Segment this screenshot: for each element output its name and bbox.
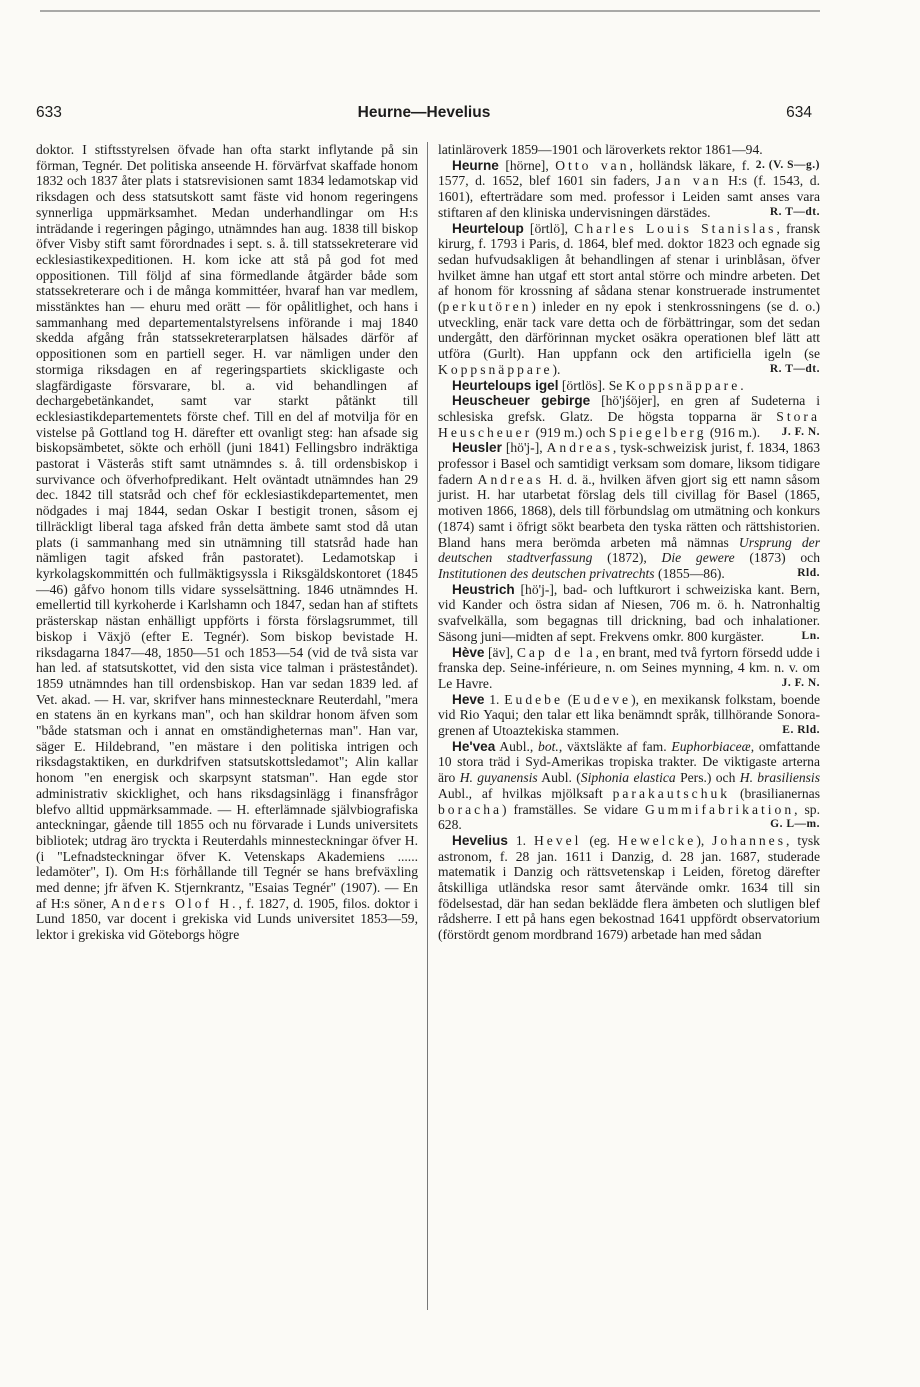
- paragraph: [438, 739, 820, 833]
- text-run: , sp. 628.: [438, 801, 820, 833]
- spaced-name: Stora Heuscheuer: [438, 408, 820, 440]
- spaced-name: Eudeve: [572, 691, 632, 707]
- text-run: ).: [552, 361, 561, 377]
- text-run: , en brant, med två fyrtorn försedd udde i franska dep. Seine-inférieure, n. om Seines mynning, 4 km. n. v. om Le Havre.: [438, 644, 820, 691]
- text-run: [örtlös]. Se: [558, 377, 626, 393]
- spaced-name: parakautschuk: [612, 785, 731, 801]
- text-run: [hö'j-], bad- och luftkurort i schweiziska kant. Bern, vid Kander och östra sidan af Niesen, 706 m. ö. h. Natronhaltig svafvelkälla, som begagnas till drickning, bad och inhalationer. Säsong juni—midten af sept. Frekvens omkr. 800 kurgäster.: [438, 581, 820, 644]
- author-signature: R. T—dt.: [769, 362, 820, 375]
- spaced-name: Hewelcke: [617, 832, 697, 848]
- spaced-name: Cap de la: [516, 644, 596, 660]
- spaced-name: Anders Olof H.: [110, 895, 239, 911]
- headword: Heuscheuer gebirge: [452, 393, 591, 409]
- author-signature: Rld.: [797, 566, 820, 579]
- author-signature: E. Rld.: [782, 724, 820, 737]
- text-run: (: [563, 691, 573, 707]
- paragraph: [438, 833, 820, 943]
- spaced-name: Eudebe: [504, 691, 563, 707]
- text-run: (919 m.) och: [532, 424, 609, 440]
- text-run: ) inleder en ny epok i stenkrossningens (se d. o.) utveckling, enär tack vare detta och de förbättringar, som det sedan undergått, den därförinnan mycket osäkra operationen blef lätt att utföra (Gurlt). Han uppfann ock den artificiella igeln (se: [438, 299, 820, 362]
- author-signature: J. F. N.: [781, 676, 820, 689]
- text-run: (brasilianernas: [730, 785, 820, 801]
- text-run: , tysk astronom, f. 28 jan. 1611 i Danzig, d. 28 jan. 1687, studerade matematik i Danzig och rättsvetenskap i Leiden, företog därefter åtskilliga utländska resor samt återvände omkr. 1634 till sin födelsestad, där han sedan beklädde flera ämbeten och slutligen blef rådsherre. I ett på hans egen bekostnad 1641 uppfördt observatorium (förstördt genom mordbrand 1679) arbetade han med sådan: [438, 832, 820, 943]
- text-run: latinläroverk 1859—1901 och läroverkets rektor 1861—94.: [438, 142, 763, 157]
- spaced-name: Spiegelberg: [608, 424, 707, 440]
- text-run: , omfattande 10 stora träd i Syd-Amerikas tropiska trakter. De viktigaste arterna äro: [438, 738, 820, 786]
- paragraph: [438, 393, 820, 440]
- text-run: 1.: [484, 691, 505, 707]
- spaced-name: Koppsnäppare: [625, 377, 741, 393]
- text-run: [örtlö],: [523, 220, 575, 236]
- paragraph: [36, 142, 418, 943]
- text-run: (eg.: [581, 832, 618, 848]
- headword: Heusler: [452, 440, 502, 456]
- text-run: [hö'jśöjer], en gren af Sudeterna i schlesiska grefsk. Glatz. De högsta topparna är: [438, 393, 820, 424]
- text-run: Aubl. (: [537, 770, 581, 786]
- text-run: H. d. ä., hvilken äfven gjort sig ett namn såsom jurist. H. har utarbetat förslag dels till civillag för Basel (1865, motiven 1866, 1868), dels till förbundslag om utmätning och konkurs (1874) samt i öfrigt sökt bearbeta den tyska rätten och rättshistorien. Bland hans mera berömda arbeten må nämnas: [438, 471, 820, 550]
- text-run: ) framställes. Se vidare: [502, 801, 645, 817]
- spaced-name: Andreas: [546, 440, 613, 456]
- italic-title: Institutionen des deutschen privatrechts: [438, 565, 655, 581]
- spaced-name: Johannes: [712, 832, 787, 848]
- spaced-name: Andreas: [477, 471, 544, 487]
- page-number-left: 633: [36, 104, 62, 121]
- text-run: (1855—86).: [654, 565, 725, 581]
- text-run: , f. 1827, d. 1905, filos. doktor i Lund 1850, var docent i grekiska vid Lunds universitet 1853—59, lektor i grekiska vid Göteborgs högre: [36, 895, 418, 943]
- paragraph: [438, 692, 820, 739]
- headword: He'vea: [452, 738, 496, 754]
- spaced-name: Hevel: [533, 832, 582, 848]
- text-run: 1.: [507, 832, 534, 848]
- author-signature: J. F. N.: [781, 425, 820, 438]
- text-run: .: [740, 377, 744, 393]
- page-number-right: 634: [786, 104, 812, 121]
- text-run: Aubl.,: [495, 738, 539, 754]
- text-run: doktor. I stiftsstyrelsen öfvade han ofta starkt inflytande på sin förman, Tegnér. Det politiska anseende H. förvärfvat skaffade honom 1832 och 1837 åter plats i statsrevisionen samt 1834 ledamotskap vid riksdagen och dess statsutskott samt fäste vid honom regeringens synnerliga uppmärksamhet. Medan underhandlingar om H:s inträdande i regeringen pågingo, utnämndes han aug. 1838 till biskop öfver Visby stift samt förordnades i sept. s. å. till statssekreterare vid ecklesiastikexpeditionen. H. kom icke att stå på god fot med oppositionen. Till följd af sina förmedlande åtgärder både som statssekreterare och i de många kommittéer, hvaraf han var medlem, misstänktes han — ehuru med orätt — för opålitlighet, och hans i sammanhang med departementalstyrelsens införande i maj 1840 skedda afgång från statssekreterarplatsen hälsades därför af oppositionen som en partiell seger. H. var nämligen under den stormiga riksdagen en af regeringspartiets skickligaste och slagfärdigaste försvarare, bl. a. vid behandlingen af dechargebetänkandet, samt var starkt påtänkt till ecklesiastikdepartementets förste chef. Till en del af motvilja för en vistelse på Gottland tog H. därefter ett ovanligt steg: han afsade sig biskopsämbetet, sökte och erhöll (juni 1841) Fellingsbro indräktiga pastorat i Västerås stift samt utnämndes s. å. till ordensbiskop i survivance och öfverhofpredikant. Helt oväntadt utnämndes han 29 dec. 1842 till statsråd och chef för ecklesiastikdepartementet, men nödgades i maj 1844, sedan Oskar I bestigit tronen, såsom ej tillräckligt liberal taga afsked från detta ämbete samt stod då utan plats (i sammanhang med sin utnämning till statsråd hade han nämligen tagit afsked från pastoratet). Ledamotskap i kyrkolagskommittén och fullmäktigsyssla i Riksgäldskontoret (1845—46) gåfvo honom tills vidare sysselsättning. 1846 utnämndes H. emellertid till kyrkoherde i Karlshamn och 1847, sedan han af stiftets prästerskap nästan enhälligt uppförts i första förslagsrummet, till biskop i Växjö (efter E. Tegnér). Som biskop bevistade H. riksdagarna 1847—48, 1850—51 och 1853—54 (vid de två sista var han led. af statsutskottet, vid den sista vice talman i prästeståndet). 1859 utnämndes han till ordensbiskop. Han var sedan 1839 led. af Vet. akad. — H. var, skrifver hans minnestecknare Reuterdahl, "mera en statens än en kyrkans man", och han skildrar honom äfven som "både statsman och i annat en omständigheternas man". Han var, säger E. Hildebrand, "en mästare i den politiska intrigen och riksdagstaktiken, en durkdrifven statsutskottsledamot"; Alin kallar honom "en energisk och skarpsynt statsman". Han egde stor administrativ skicklighet, och hans riksdagsinlägg i finansfrågor blefvo alltid uppmärksammade. — H. efterlämnade självbiografiska anteckningar, gående till 1855 och nu förvarade i Lunds universitets bibliotek; utdrag äro tryckta i Reuterdahls minnesteckningar öfver H. (i "Lefnadsteckningar öfver K. Vetenskaps Akademiens ...... ledamöter", I). Om H:s förhållande till Tegnér se hans brefväxling med denne; jfr äfven K. Stjernkrantz, "Esaias Tegnér" (1907). — En af H:s söner,: [36, 142, 418, 911]
- text-run: (916 m.).: [706, 424, 761, 440]
- author-signature: 2. (V. S—g.): [755, 158, 820, 171]
- italic-title: H. brasiliensis: [739, 770, 821, 786]
- top-scan-rule: [40, 10, 820, 12]
- column-divider: [427, 142, 428, 1310]
- text-run: Aubl., af hvilkas mjölksaft: [438, 785, 613, 801]
- left-column: [36, 142, 418, 943]
- italic-title: H. guyanensis: [459, 770, 538, 786]
- headword: Heurteloups igel: [452, 377, 559, 393]
- right-column: [438, 142, 820, 943]
- author-signature: R. T—dt.: [769, 205, 820, 218]
- paragraph: [438, 582, 820, 645]
- headword: Heustrich: [452, 581, 515, 597]
- italic-title: Ursprung der deutschen stadtverfassung: [438, 534, 820, 566]
- text-run: , tysk-schweizisk jurist, f. 1834, 1863 professor i Basel och samtidigt verksam som domare, liksom tidigare fadern: [438, 440, 820, 487]
- text-run: Pers.) och: [675, 770, 740, 786]
- headword: Heurteloup: [452, 220, 524, 236]
- spaced-name: boracha: [438, 801, 503, 817]
- text-run: H:s (f. 1543, d. 1601), efterträdare som med. professor i Leiden samt anses vara stiftaren af den kliniska undervisningen därstädes.: [438, 173, 820, 220]
- paragraph: [438, 378, 820, 394]
- author-signature: Ln.: [801, 629, 820, 642]
- running-head: Heurne—Hevelius: [357, 104, 491, 121]
- headword: Heurne: [452, 157, 499, 173]
- spaced-name: perkutören: [442, 299, 532, 315]
- paragraph: [438, 440, 820, 581]
- text-run: , fransk kirurg, f. 1793 i Paris, d. 1864, blef med. doktor 1823 och egnade sig sedan hufvudsakligen åt behandlingen af stenar i urinblåsan, öfver hvilket ämne han utgaf ett stort antal större och mindre arbeten. Det af honom för krossning af sådana stenar konstruerade instrumentet (: [438, 220, 820, 315]
- headword: Hève: [452, 644, 485, 660]
- text-run: [äv],: [484, 644, 517, 660]
- italic-title: Siphonia elastica: [580, 770, 676, 786]
- paragraph: [438, 221, 820, 378]
- text-run: ), en mexikansk folkstam, boende vid Rio Yaqui; den talar ett lika benämndt språk, tillhörande Sonora-grenen af Utoaztekiska stammen.: [438, 691, 820, 739]
- author-signature: G. L—m.: [770, 818, 820, 831]
- italic-title: Die gewere: [661, 550, 735, 566]
- spaced-name: Gummifabrikation: [644, 801, 795, 817]
- spaced-name: Charles Louis Stanislas: [574, 220, 777, 236]
- page-header: [36, 104, 812, 128]
- spaced-name: Koppsnäppare: [438, 361, 553, 377]
- headword: Heve: [452, 691, 485, 707]
- italic-title: bot.: [538, 738, 559, 754]
- text-run: [hö'j-],: [501, 440, 547, 456]
- text-run: , holländsk läkare, f. 1577, d. 1652, blef 1601 sin faders,: [438, 157, 750, 189]
- spaced-name: Jan van: [656, 173, 722, 189]
- headword: Hevelius: [452, 832, 508, 848]
- text-run: (1872),: [592, 550, 662, 566]
- text-run: ),: [696, 832, 713, 848]
- spaced-name: Otto van: [555, 157, 630, 173]
- italic-title: Euphorbiaceæ: [671, 738, 751, 754]
- text-run: (1873) och: [734, 550, 821, 566]
- text-run: , växtsläkte af fam.: [558, 738, 672, 754]
- paragraph: [438, 645, 820, 692]
- text-run: [hörne],: [498, 157, 556, 173]
